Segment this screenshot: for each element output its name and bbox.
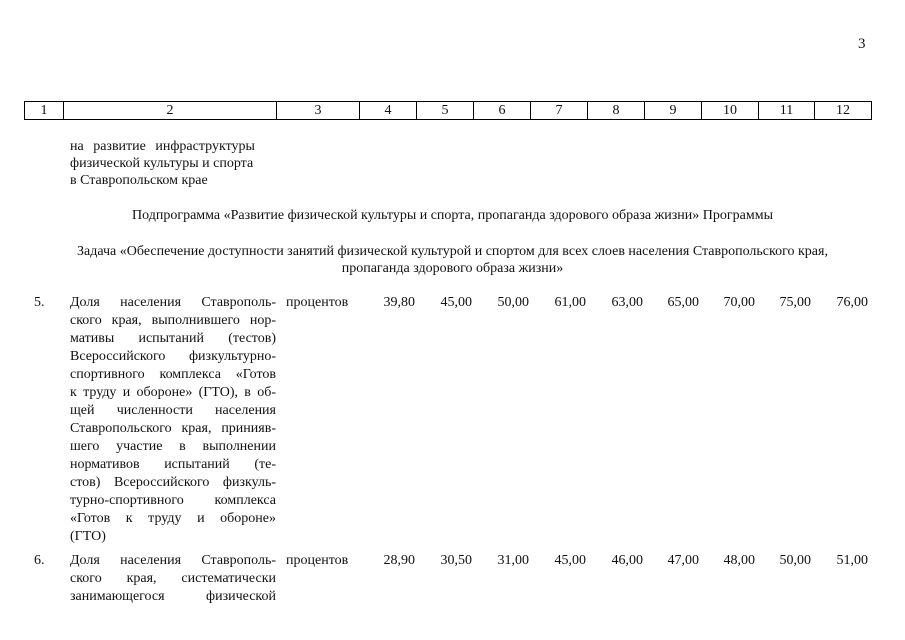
value-cell: 47,00	[667, 553, 699, 568]
page-number: 3	[858, 36, 866, 52]
task-heading	[0, 243, 905, 277]
description-line: в Ставропольском крае	[70, 173, 208, 188]
unit-label: процентов	[286, 553, 349, 568]
value-cell: 76,00	[836, 295, 868, 310]
column-number-cell: 10	[702, 102, 759, 120]
column-number-cell: 12	[815, 102, 872, 120]
description-line: турно-спортивного комплекса	[70, 493, 276, 508]
description-line: к труду и обороне» (ГТО), в об-	[70, 385, 276, 400]
description-line: мативы испытаний (тестов)	[70, 331, 276, 346]
description-line: ского края, систематически	[70, 571, 276, 586]
column-number-cell: 3	[277, 102, 360, 120]
indicator-description	[70, 552, 276, 606]
column-number-cell: 7	[531, 102, 588, 120]
column-number-cell: 4	[360, 102, 417, 120]
value-cell: 39,80	[383, 295, 415, 310]
value-cell: 30,50	[440, 553, 472, 568]
value-cell: 50,00	[779, 553, 811, 568]
description-line: (ГТО)	[70, 529, 106, 544]
description-line: щей численности населения	[70, 403, 276, 418]
value-cell: 28,90	[383, 553, 415, 568]
task-heading-line: пропаганда здорового образа жизни»	[341, 261, 564, 276]
description-line: Ставропольского края, принияв-	[70, 421, 276, 436]
row-number: 6.	[34, 553, 45, 568]
description-line: нормативов испытаний (те-	[70, 457, 276, 472]
column-number-cell: 6	[474, 102, 531, 120]
column-number-cell: 8	[588, 102, 645, 120]
indicator-description	[70, 294, 276, 546]
description-line: шего участие в выполнении	[70, 439, 276, 454]
value-cell: 61,00	[554, 295, 586, 310]
task-heading-line: Задача «Обеспечение доступности занятий физической культурой и спортом для всех слоев населения Ставропольского края,	[77, 244, 828, 259]
subprogram-heading: Подпрограмма «Развитие физической культуры и спорта, пропаганда здорового образа жизни» Программы	[132, 208, 773, 223]
continued-description	[70, 138, 275, 189]
description-line: «Готов к труду и обороне»	[70, 511, 276, 526]
description-line: на развитие инфраструктуры	[70, 139, 255, 154]
description-line: физической культуры и спорта	[70, 156, 254, 171]
description-line: занимающегося физической	[70, 589, 276, 604]
column-number-header	[24, 101, 872, 120]
value-cell: 31,00	[497, 553, 529, 568]
value-cell: 45,00	[554, 553, 586, 568]
value-cell: 45,00	[440, 295, 472, 310]
description-line: ского края, выполнившего нор-	[70, 313, 276, 328]
value-cell: 63,00	[611, 295, 643, 310]
description-line: Всероссийского физкультурно-	[70, 349, 276, 364]
description-line: Доля населения Ставрополь-	[70, 553, 276, 568]
column-number-cell: 9	[645, 102, 702, 120]
value-cell: 48,00	[723, 553, 755, 568]
value-cell: 70,00	[723, 295, 755, 310]
unit-label: процентов	[286, 295, 349, 310]
value-cell: 65,00	[667, 295, 699, 310]
row-number: 5.	[34, 295, 45, 310]
description-line: Доля населения Ставрополь-	[70, 295, 276, 310]
value-cell: 46,00	[611, 553, 643, 568]
column-number-cell: 11	[759, 102, 815, 120]
column-number-cell: 1	[25, 102, 64, 120]
description-line: стов) Всероссийского физкуль-	[70, 475, 276, 490]
value-cell: 51,00	[836, 553, 868, 568]
value-cell: 75,00	[779, 295, 811, 310]
column-number-cell: 2	[64, 102, 277, 120]
description-line: спортивного комплекса «Готов	[70, 367, 276, 382]
value-cell: 50,00	[497, 295, 529, 310]
column-number-cell: 5	[417, 102, 474, 120]
